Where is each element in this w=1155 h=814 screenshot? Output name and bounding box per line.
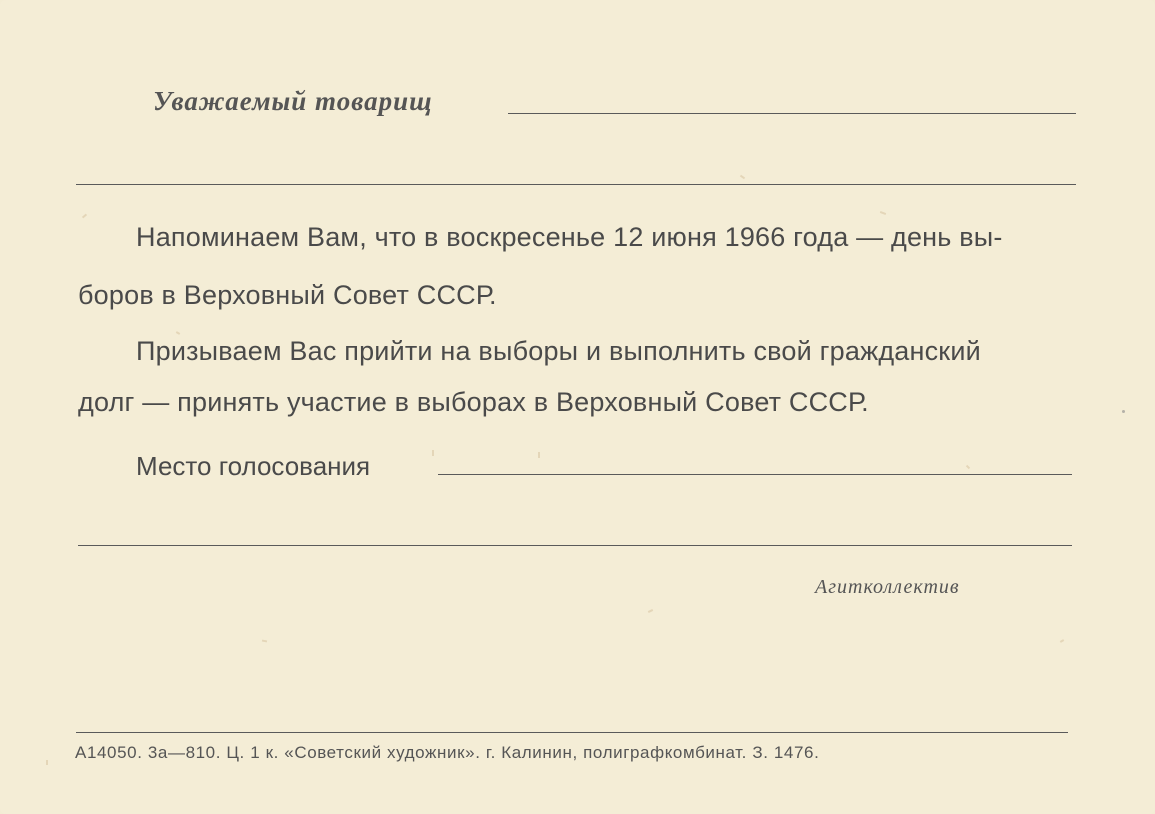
- imprint-divider: [76, 732, 1068, 733]
- paragraph-appeal-line-1: Призываем Вас прийти на выборы и выполнить свой гражданский: [136, 336, 981, 366]
- greeting-text: Уважаемый товарищ: [153, 86, 433, 116]
- voting-place-label: Место голосования: [136, 451, 371, 481]
- paragraph-reminder-line-1: Напоминаем Вам, что в воскресенье 12 июня 1966 года — день вы-: [136, 222, 1003, 252]
- signature-agitation-collective: Агитколлектив: [815, 576, 960, 598]
- paper-fleck: [1122, 410, 1125, 413]
- paper-fleck: [176, 331, 180, 335]
- paper-fleck: [538, 452, 540, 458]
- paragraph-appeal: [78, 336, 1073, 426]
- addressee-fill-line: [508, 113, 1076, 114]
- voting-place-second-line: [78, 545, 1072, 546]
- voting-place-fill-line: [438, 474, 1072, 475]
- printer-imprint: А14050. 3а—810. Ц. 1 к. «Советский художник». г. Калинин, полиграфкомбинат. З. 1476.: [75, 743, 820, 762]
- paper-fleck: [262, 640, 267, 643]
- paper-fleck: [740, 175, 745, 180]
- paper-fleck: [432, 450, 434, 456]
- paper-fleck: [880, 211, 886, 215]
- paper-fleck: [46, 760, 48, 765]
- paper-fleck: [82, 214, 87, 219]
- paper-fleck: [648, 609, 653, 613]
- paragraph-reminder: [78, 222, 1073, 312]
- paragraph-appeal-line-2: долг — принять участие в выборах в Верховный Совет СССР.: [78, 387, 869, 417]
- addressee-second-line: [76, 184, 1076, 185]
- paper-fleck: [1060, 639, 1064, 643]
- paper-fleck: [966, 465, 970, 469]
- paragraph-reminder-line-2: боров в Верховный Совет СССР.: [78, 280, 497, 310]
